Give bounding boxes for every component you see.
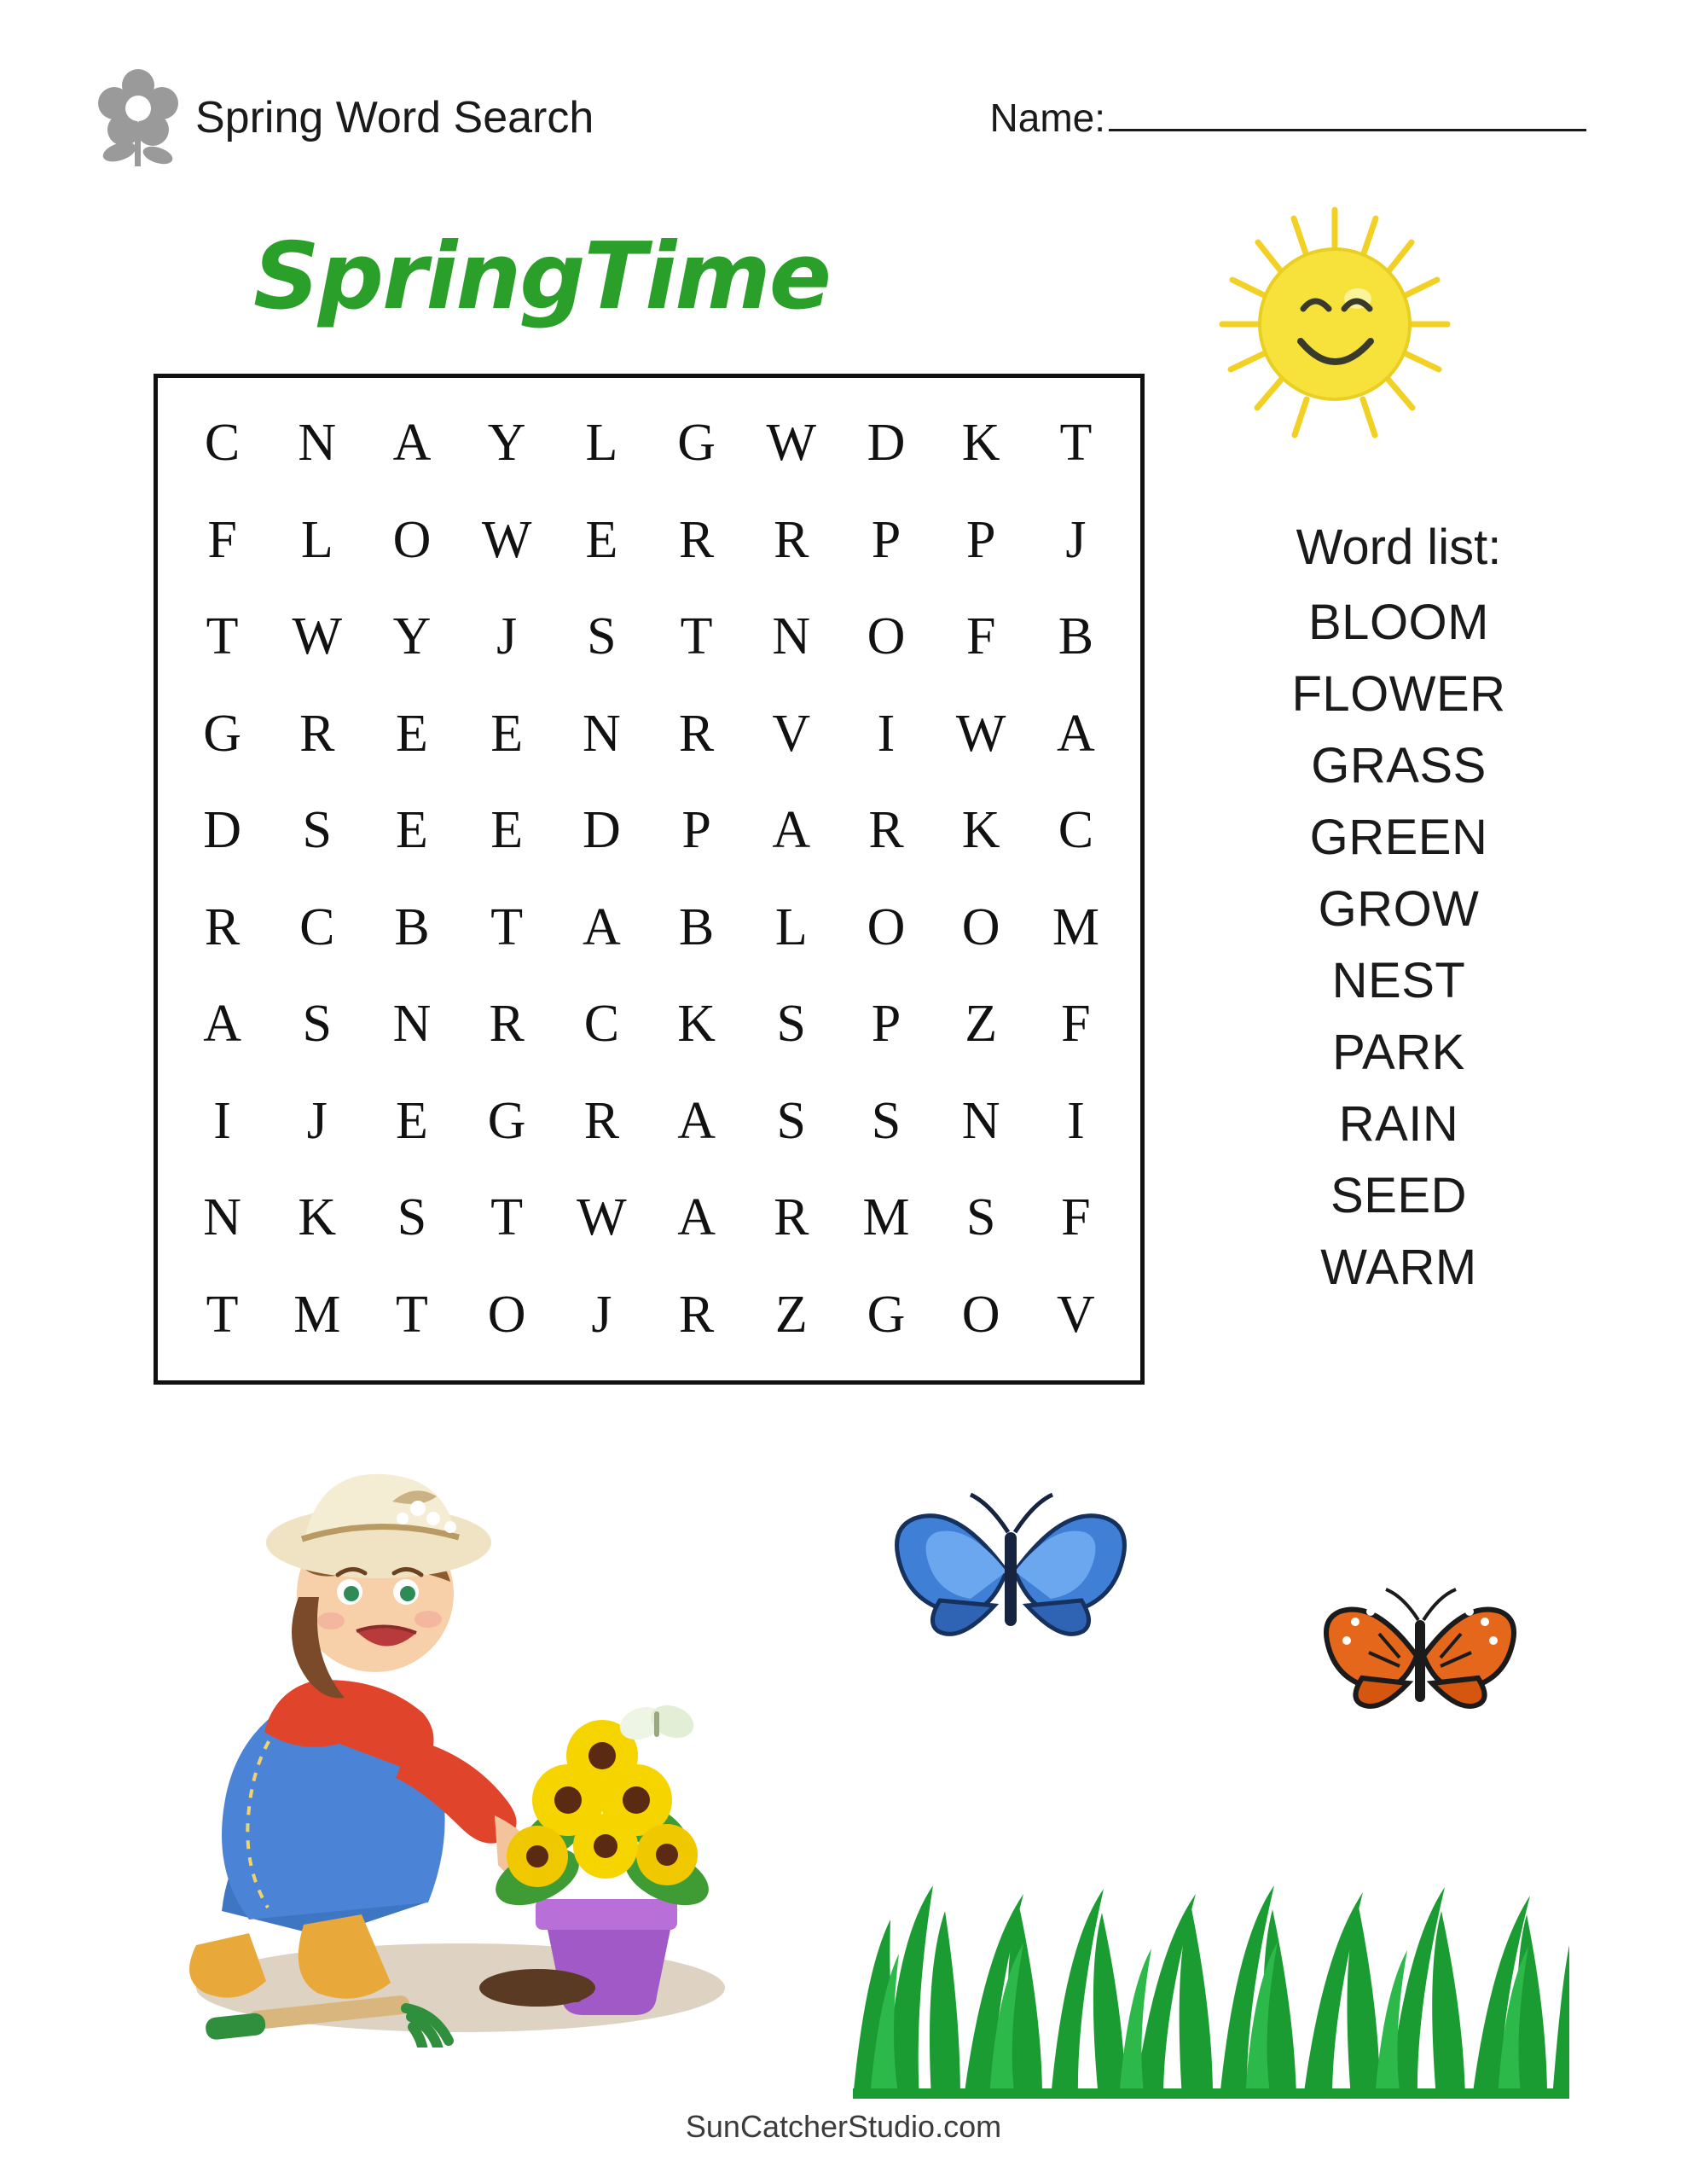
grid-cell[interactable]: B — [1058, 607, 1094, 666]
grid-cell[interactable]: C — [583, 995, 620, 1054]
grid-cell[interactable]: S — [587, 607, 617, 666]
grid-cell[interactable]: S — [302, 801, 333, 860]
grid-cell[interactable]: J — [1065, 510, 1087, 569]
grid-cell[interactable]: E — [396, 704, 428, 763]
word-list-item[interactable]: PARK — [1332, 1025, 1465, 1080]
grid-cell[interactable]: N — [203, 1188, 241, 1247]
grid-cell[interactable]: F — [207, 510, 237, 569]
name-label: Name: — [989, 96, 1105, 140]
grid-cell[interactable]: N — [961, 1091, 1000, 1150]
grid-cell[interactable]: A — [583, 897, 621, 956]
grid-cell[interactable]: A — [677, 1188, 716, 1247]
grid-cell[interactable]: W — [577, 1188, 627, 1247]
sun-icon — [1194, 195, 1475, 459]
grid-cell[interactable]: G — [867, 1285, 906, 1344]
page-header — [94, 67, 1595, 169]
grid-cell[interactable]: A — [203, 995, 241, 1054]
grid-cell[interactable]: T — [1059, 414, 1093, 473]
page-title: Spring Word Search — [195, 93, 594, 142]
word-list — [1220, 519, 1578, 1295]
grid-cell[interactable]: V — [1057, 1285, 1095, 1344]
grid-cell[interactable]: I — [1067, 1091, 1085, 1150]
grid-cell[interactable]: E — [585, 510, 618, 569]
grid-cell[interactable]: T — [206, 607, 239, 666]
grid-cell[interactable]: S — [776, 995, 807, 1054]
grid-cell[interactable]: N — [772, 607, 811, 666]
grid-cell[interactable]: P — [681, 801, 711, 860]
green-grass-illustration — [853, 1757, 1569, 2099]
word-list-item[interactable]: GROW — [1318, 881, 1480, 937]
grid-cell[interactable]: M — [1052, 897, 1099, 956]
grid-cell[interactable]: R — [204, 897, 241, 956]
word-list-item[interactable]: GREEN — [1309, 810, 1488, 865]
grid-cell[interactable]: N — [298, 414, 337, 473]
grid-cell[interactable]: C — [299, 897, 335, 956]
grid-cell[interactable]: L — [585, 414, 618, 473]
grid-cell[interactable]: Z — [774, 1285, 808, 1344]
grid-cell[interactable]: R — [678, 704, 715, 763]
grid-cell[interactable]: E — [396, 801, 428, 860]
grid-cell[interactable]: W — [766, 414, 817, 473]
grid-cell[interactable]: A — [677, 1091, 716, 1150]
grid-cell[interactable]: A — [772, 801, 811, 860]
grid-cell[interactable]: R — [583, 1091, 620, 1150]
grid-cell[interactable]: I — [877, 704, 896, 763]
grid-cell[interactable]: M — [293, 1285, 341, 1344]
grid-cell[interactable]: E — [490, 704, 524, 763]
grid-cell[interactable]: R — [774, 510, 809, 569]
grid-cell[interactable]: S — [302, 995, 333, 1054]
grid-cell[interactable]: W — [955, 704, 1006, 763]
grid-cell[interactable]: F — [1061, 1188, 1091, 1247]
grid-cell[interactable]: T — [206, 1285, 239, 1344]
grid-cell[interactable]: K — [677, 995, 716, 1054]
grid-cell[interactable]: G — [203, 704, 241, 763]
word-list-item[interactable]: WARM — [1320, 1240, 1477, 1295]
grid-cell[interactable]: T — [680, 607, 713, 666]
grid-cell[interactable]: M — [862, 1188, 910, 1247]
grid-cell[interactable]: E — [490, 801, 524, 860]
grid-cell[interactable]: P — [871, 995, 901, 1054]
grid-cell[interactable]: R — [678, 510, 715, 569]
grid-cell[interactable]: K — [961, 414, 1000, 473]
grid-cell[interactable]: J — [496, 607, 518, 666]
grid-cell[interactable]: O — [961, 1285, 1000, 1344]
grid-cell[interactable]: T — [490, 1188, 524, 1247]
grid-cell[interactable]: N — [392, 995, 432, 1054]
grid-cell[interactable]: R — [489, 995, 525, 1054]
grid-cell[interactable]: R — [678, 1285, 715, 1344]
grid-cell[interactable]: Y — [392, 607, 432, 666]
grid-cell[interactable]: T — [396, 1285, 428, 1344]
grid-cell[interactable]: R — [299, 704, 335, 763]
grid-cell[interactable]: O — [867, 607, 906, 666]
orange-butterfly-illustration — [1318, 1574, 1522, 1745]
grid-cell[interactable]: R — [868, 801, 904, 860]
grid-cell[interactable]: F — [1061, 995, 1091, 1054]
grid-cell[interactable]: W — [292, 607, 343, 666]
grid-cell[interactable]: V — [772, 704, 811, 763]
grid-cell[interactable]: D — [867, 414, 906, 473]
word-search-grid[interactable] — [154, 374, 1145, 1385]
grid-cell[interactable]: S — [397, 1188, 427, 1247]
grid-cell[interactable]: A — [1057, 704, 1095, 763]
grid-cell[interactable]: L — [300, 510, 333, 569]
word-list-item[interactable]: GRASS — [1311, 738, 1487, 793]
grid-cell[interactable]: Y — [487, 414, 526, 473]
word-list-title: Word list: — [1296, 520, 1502, 575]
grid-cell[interactable]: T — [490, 897, 524, 956]
grid-cell[interactable]: C — [1058, 801, 1094, 860]
grid-cell[interactable]: G — [487, 1091, 526, 1150]
word-list-item[interactable]: BLOOM — [1308, 595, 1489, 650]
grid-cell[interactable]: O — [961, 897, 1000, 956]
grid-cell[interactable]: P — [965, 510, 996, 569]
grid-cell[interactable]: O — [487, 1285, 526, 1344]
girl-planting-flowers-illustration — [94, 1399, 827, 2048]
footer-credit: SunCatcherStudio.com — [685, 2109, 1002, 2144]
grid-cell[interactable]: B — [394, 897, 430, 956]
blue-butterfly-illustration — [887, 1476, 1134, 1672]
grid-cell[interactable]: S — [776, 1091, 807, 1150]
flower-icon — [94, 67, 183, 169]
grid-cell[interactable]: K — [961, 801, 1000, 860]
grid-cell[interactable]: W — [481, 510, 532, 569]
grid-cell[interactable]: P — [871, 510, 901, 569]
grid-cell[interactable]: K — [298, 1188, 337, 1247]
grid-cell[interactable]: R — [774, 1188, 809, 1247]
grid-cell[interactable]: I — [213, 1091, 231, 1150]
word-list-item[interactable]: FLOWER — [1291, 666, 1506, 722]
grid-cell[interactable]: N — [583, 704, 621, 763]
grid-cell[interactable]: J — [591, 1285, 612, 1344]
grid-cell[interactable]: L — [774, 897, 808, 956]
puzzle-title: SpringTime — [252, 224, 831, 330]
name-input-line[interactable] — [1109, 95, 1586, 131]
grid-cell[interactable]: C — [204, 414, 241, 473]
grid-cell[interactable]: O — [867, 897, 906, 956]
grid-cell[interactable]: B — [678, 897, 715, 956]
name-field[interactable] — [990, 95, 1595, 141]
word-list-item[interactable]: NEST — [1331, 953, 1466, 1008]
grid-cell[interactable]: G — [677, 414, 716, 473]
grid-cell[interactable]: F — [965, 607, 996, 666]
grid-cell[interactable]: S — [871, 1091, 901, 1150]
grid-cell[interactable]: A — [392, 414, 432, 473]
grid-cell[interactable]: S — [965, 1188, 996, 1247]
grid-cell[interactable]: E — [396, 1091, 428, 1150]
word-list-item[interactable]: SEED — [1330, 1168, 1467, 1223]
grid-cell[interactable]: D — [583, 801, 621, 860]
grid-cell[interactable]: J — [306, 1091, 328, 1150]
grid-cell[interactable]: D — [203, 801, 241, 860]
word-list-item[interactable]: RAIN — [1338, 1096, 1459, 1152]
grid-cell[interactable]: Z — [965, 995, 998, 1054]
grid-cell[interactable]: O — [392, 510, 432, 569]
